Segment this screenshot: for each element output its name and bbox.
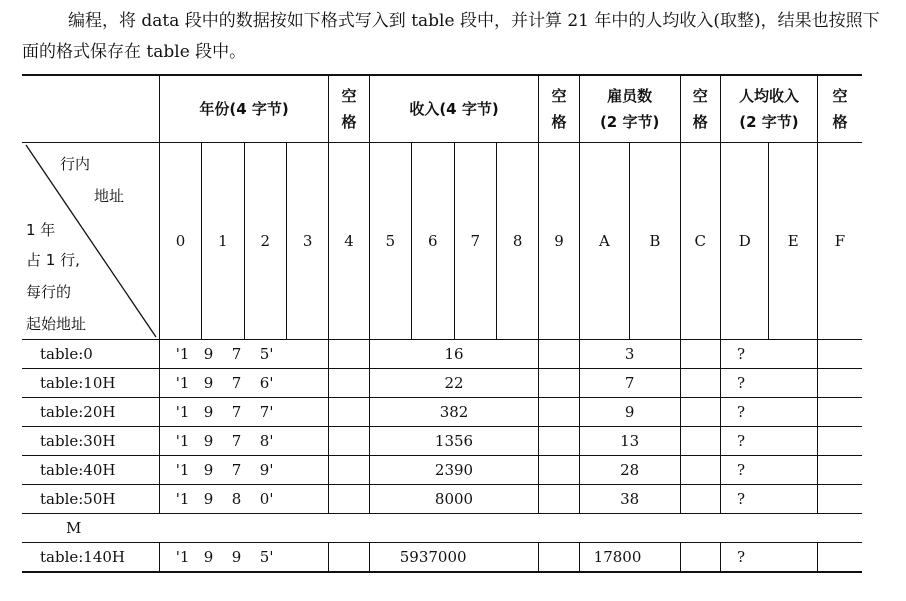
offset-cell: 2 xyxy=(244,143,286,340)
header-space-1 xyxy=(329,75,369,143)
table-row xyxy=(22,369,862,398)
row-space xyxy=(817,340,862,369)
row-address: table:20H xyxy=(22,398,159,427)
row-space xyxy=(329,456,369,485)
header-space-label: 空格 xyxy=(692,87,708,131)
row-space xyxy=(539,369,579,398)
row-space xyxy=(329,485,369,514)
offset-cell: 0 xyxy=(159,143,201,340)
header-row xyxy=(22,75,862,143)
ellipsis-mark: M xyxy=(22,514,159,543)
header-year: 年份(4 字节) xyxy=(159,75,329,143)
table-row xyxy=(22,456,862,485)
row-address: table:140H xyxy=(22,543,159,573)
row-income: 22 xyxy=(369,369,539,398)
row-avg-income: ? xyxy=(720,398,817,427)
row-year: '1 9 7 5' xyxy=(159,340,329,369)
table-row-last xyxy=(22,543,862,573)
table-row xyxy=(22,427,862,456)
header-avg-line1: 人均收入 xyxy=(738,87,799,105)
header-space-3 xyxy=(680,75,720,143)
row-income: 5937000 xyxy=(369,543,539,573)
offset-cell: E xyxy=(769,143,817,340)
row-space xyxy=(539,427,579,456)
row-space xyxy=(817,543,862,573)
header-employees-line2: (2 字节) xyxy=(599,113,660,131)
header-avg-income xyxy=(720,75,817,143)
header-space-2 xyxy=(539,75,579,143)
table-row xyxy=(22,485,862,514)
corner-blank xyxy=(22,75,159,143)
row-space xyxy=(680,485,720,514)
header-employees-line1: 雇员数 xyxy=(607,87,653,105)
row-space xyxy=(539,543,579,573)
row-year: '1 9 7 7' xyxy=(159,398,329,427)
problem-statement: 编程，将 data 段中的数据按如下格式写入到 table 段中，并计算 21 年中的人均收入(取整)，结果也按照下面的格式保存在 table 段中。 xyxy=(22,11,880,62)
offset-cell: 5 xyxy=(369,143,411,340)
row-year: '1 9 7 6' xyxy=(159,369,329,398)
offset-cell: 1 xyxy=(202,143,244,340)
row-employees: 17800 xyxy=(579,543,680,573)
row-income: 16 xyxy=(369,340,539,369)
ellipsis-row xyxy=(22,514,862,543)
corner-label-3: 1 年 xyxy=(26,221,56,239)
row-space xyxy=(680,427,720,456)
row-income: 2390 xyxy=(369,456,539,485)
corner-label-1: 行内 xyxy=(60,155,91,173)
row-space xyxy=(680,543,720,573)
offset-cell: B xyxy=(630,143,680,340)
offset-cell: F xyxy=(817,143,862,340)
corner-label-5: 每行的 xyxy=(26,283,72,301)
row-year: '1 9 8 0' xyxy=(159,485,329,514)
row-address: table:40H xyxy=(22,456,159,485)
header-space-label: 空格 xyxy=(832,87,848,131)
header-income: 收入(4 字节) xyxy=(369,75,539,143)
row-year: '1 9 7 8' xyxy=(159,427,329,456)
offset-cell: 7 xyxy=(454,143,496,340)
row-employees: 13 xyxy=(579,427,680,456)
offset-cell: C xyxy=(680,143,720,340)
row-space xyxy=(680,456,720,485)
row-employees: 9 xyxy=(579,398,680,427)
row-income: 1356 xyxy=(369,427,539,456)
offset-cell: 6 xyxy=(412,143,454,340)
table-segment-layout xyxy=(22,74,862,573)
row-address: table:30H xyxy=(22,427,159,456)
row-year: '1 9 7 9' xyxy=(159,456,329,485)
offset-row xyxy=(22,143,862,340)
header-space-label: 空格 xyxy=(551,87,567,131)
row-space xyxy=(539,398,579,427)
row-avg-income: ? xyxy=(720,456,817,485)
row-space xyxy=(817,485,862,514)
offset-cell: A xyxy=(579,143,629,340)
offset-cell: 4 xyxy=(329,143,369,340)
row-income: 8000 xyxy=(369,485,539,514)
row-avg-income: ? xyxy=(720,340,817,369)
row-space xyxy=(817,369,862,398)
row-space xyxy=(539,340,579,369)
offset-cell: 3 xyxy=(286,143,328,340)
table-row xyxy=(22,340,862,369)
row-space xyxy=(817,456,862,485)
row-space xyxy=(680,369,720,398)
row-employees: 28 xyxy=(579,456,680,485)
row-employees: 38 xyxy=(579,485,680,514)
header-space-label: 空格 xyxy=(341,87,357,131)
row-avg-income: ? xyxy=(720,427,817,456)
row-space xyxy=(539,485,579,514)
header-space-4 xyxy=(817,75,862,143)
row-employees: 7 xyxy=(579,369,680,398)
row-employees: 3 xyxy=(579,340,680,369)
row-space xyxy=(539,456,579,485)
row-space xyxy=(680,340,720,369)
offset-cell: 9 xyxy=(539,143,579,340)
header-employees xyxy=(579,75,680,143)
corner-label-4: 占 1 行, xyxy=(26,251,80,269)
offset-cell: 8 xyxy=(496,143,538,340)
row-space xyxy=(329,340,369,369)
row-space xyxy=(817,427,862,456)
row-space xyxy=(329,398,369,427)
row-year: '1 9 9 5' xyxy=(159,543,329,573)
row-space xyxy=(329,427,369,456)
row-space xyxy=(817,398,862,427)
row-space xyxy=(680,398,720,427)
corner-diagonal-cell xyxy=(22,143,159,340)
corner-label-2: 地址 xyxy=(94,187,125,205)
row-address: table:10H xyxy=(22,369,159,398)
ellipsis-blank xyxy=(159,514,862,543)
offset-cell: D xyxy=(720,143,768,340)
row-avg-income: ? xyxy=(720,369,817,398)
row-income: 382 xyxy=(369,398,539,427)
row-address: table:0 xyxy=(22,340,159,369)
row-space xyxy=(329,543,369,573)
row-address: table:50H xyxy=(22,485,159,514)
row-space xyxy=(329,369,369,398)
table-row xyxy=(22,398,862,427)
header-avg-line2: (2 字节) xyxy=(739,113,799,131)
row-avg-income: ? xyxy=(720,485,817,514)
corner-label-6: 起始地址 xyxy=(26,315,87,333)
row-avg-income: ? xyxy=(720,543,817,573)
